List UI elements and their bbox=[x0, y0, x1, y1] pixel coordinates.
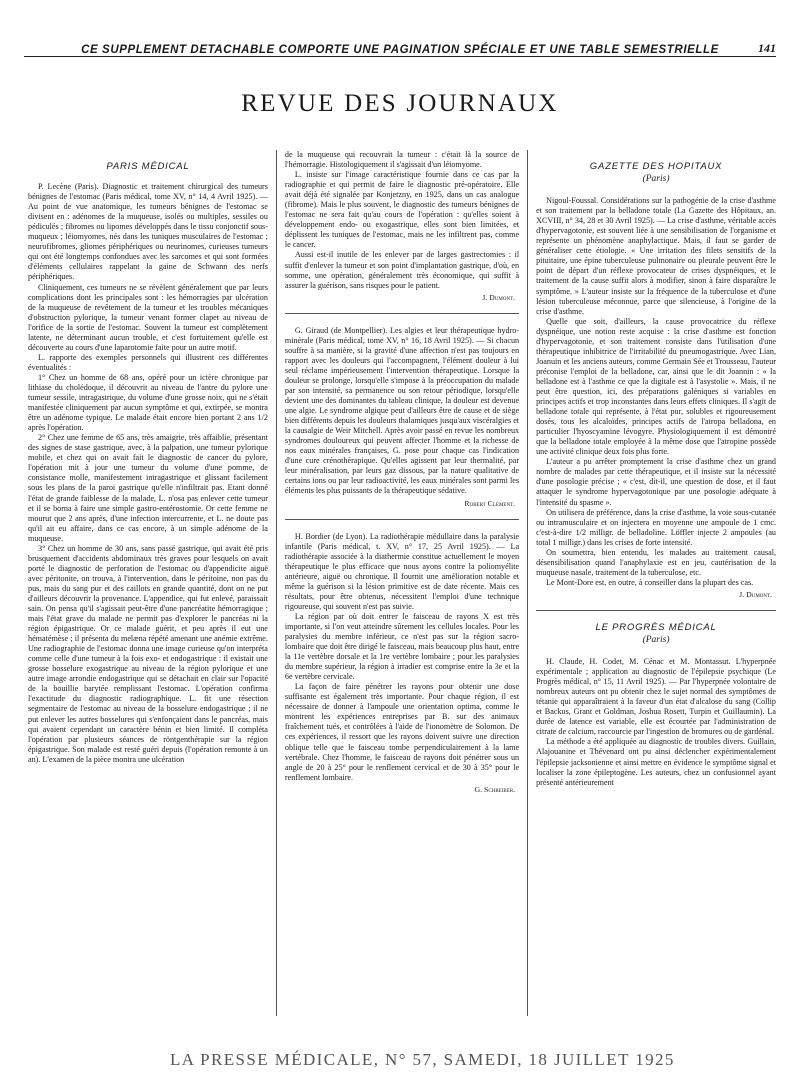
article-signature: G. Schreiber. bbox=[474, 784, 516, 794]
column-left bbox=[28, 150, 276, 1016]
paragraph: On utilisera de préférence, dans la crise d'asthme, la voie sous-cutanée ou intramusculaire et on injectera en moyenne une ampoule de 1 cmc. c'est-à-dire 1/2 milligr. de belladoline. Löffler injecte 2 ampoules (au total 1 milligr.) dans les crises de forte intensité. bbox=[536, 507, 776, 547]
paragraph: L. rapporte des exemples personnels qui illustrent ces différentes éventualités : bbox=[28, 352, 268, 372]
article-separator bbox=[285, 519, 519, 520]
journal-heading: GAZETTE DES HOPITAUX bbox=[589, 161, 723, 172]
paragraph: La façon de faire pénétrer les rayons pour obtenir une dose suffisante est également très importante. Pour chaque région, il est nécessaire de donner à l'ampoule une orientation optima, comme le montrent les expériences entreprises par B. sur des animaux fraîchement tués, et contrôlées à l'aide de l'ionomètre de Solomon. De ces expériences, il ressort que les rayons doivent suivre une direction oblique telle que le faisceau tombe perpendiculairement à la lame vertébrale. Chez l'homme, le faisceau de rayons doit pénétrer sous un angle de 20 à 25° pour le renflement cervical et de 30 à 35° pour le renflement lombaire. bbox=[284, 682, 520, 782]
paragraph: Quelle que soit, d'ailleurs, la cause provocatrice du réflexe dyspnéique, une notion reste acquise : la crise d'asthme est fonction d'hypervagotonie, et son traitement consiste dans l'utilisation d'une thérapeutique inhibitrice de l'irritabilité du pneumogastrique. Avec Lian, Joanuin et les anciens auteurs, comme Germain Sée et Trousseau, l'auteur préconise l'emploi de la belladone, car, ainsi que le dit Joannin : « la belladone est à l'asthme ce que la digitale est à l'asystolie ». Mais, il ne peut être question, ici, des préparations galéniques si variables en principes actifs et trop inconstantes dans leurs effets cliniques. Il s'agit de belladone totale qui représente, à l'état pur, solubles et rigoureusement dosés, tous les alcaloïdes, principes actifs de l'atropa belladona, en particulier l'hyoscyamine lévogyre. Physiologiquement il est démontré que la belladone totale employée à la même dose que l'atropine possède une activité clinique deux fois plus forte. bbox=[536, 316, 776, 457]
article-signature: J. Dumont. bbox=[482, 292, 516, 302]
page-number: 141 bbox=[758, 41, 776, 55]
paragraph: Aussi est-il inutile de les enlever par de larges gastrectomies : il suffit d'enlever la tumeur et son point d'implantation gastrique, d'où, en somme, une opération, généralement très économique, qui suffit à assurer la guérison, sans risques pour le patient. bbox=[284, 250, 520, 290]
paragraph: L'auteur a pu arrêter promptement la crise d'asthme chez un grand nombre de malades par cette thérapeutique, et il insiste sur la nécessité d'une posologie précise ; « c'est, dit-il, une question de dose, et il faut attaquer le syndrome hypervagotonique par une posologie adéquate à l'intensité du spasme ». bbox=[536, 457, 776, 507]
journal-heading: PARIS MÉDICAL bbox=[106, 161, 190, 172]
paragraph: On soumettra, bien entendu, les malades au traitement causal, désensibilisation quand l'anaphylaxie est en jeu, cautérisation de la muqueuse nasale, traitement de la tuberculose, etc. bbox=[536, 547, 776, 577]
paragraph: La méthode a été appliquée au diagnostic de troubles divers. Guillain, Alajouanine et Thévenard ont pu ainsi déclencher expérimentalement l'épilepsie jacksonienne et ainsi mettre en évidence le symptôme signal et localiser la zone épileptogène. Les auteurs, chez un confusionnel ayant présenté antérieurement bbox=[536, 737, 776, 787]
article-separator bbox=[536, 610, 776, 611]
journal-city: (Paris) bbox=[642, 635, 670, 646]
article-separator bbox=[285, 313, 519, 314]
journal-city: (Paris) bbox=[642, 174, 670, 185]
paragraph: La région par où doit entrer le faisceau de rayons X est très importante, si l'on veut atteindre sûrement les cellules locales. Pour les paralysies du membre inférieur, ce n'est pas sur la région sacro-lombaire que doit être dirigé le faisceau, mais beaucoup plus haut, entre la 11e vertèbre dorsale et la 1re vertèbre lombaire ; pour les paralysies du membre supérieur, la région à irradier est comprise entre la 3e et la 6e vertèbre cervicale. bbox=[284, 611, 520, 682]
paragraph: H. Claude, H. Codet, M. Cénac et M. Montassut. L'hyperpnée expérimentale ; application au diagnostic de l'épilepsie psychique (Le Progrès médical, n° 15, 11 Avril 1925). — Par l'hyperpnée volontaire de nombreux auteurs ont pu obtenir chez le sujet normal des symptômes de tétanie qui apparaîtraient à la faveur d'un état d'alcalose du sang (Collip et Backus, Grant et Goldman, Joshua Rosett, Turpin et Guillaumin). La durée de latence est variable, elle est écourtée par l'administration de citrate de calcium, raccourcie par l'ingestion de bromures ou de gardénal. bbox=[536, 657, 776, 737]
running-head-text: CE SUPPLEMENT DETACHABLE COMPORTE UNE PAGINATION SPÉCIALE ET UNE TABLE SEMESTRIELLE bbox=[81, 44, 719, 56]
paragraph: Le Mont-Dore est, en outre, à conseiller dans la plupart des cas. bbox=[546, 577, 754, 587]
page-title: REVUE DES JOURNAUX bbox=[241, 90, 559, 117]
running-head bbox=[24, 38, 776, 57]
paragraph: P. Lecène (Paris). Diagnostic et traitement chirurgical des tumeurs bénignes de l'estomac (Paris médical, tome XV, n° 14, 4 Avril 1925). — Au point de vue anatomique, les tumeurs bénignes de l'estomac se divisent en : adénomes de la muqueuse, isolés ou multiples, sessiles ou pédiculés ; fibromes ou lipomes développés dans le tissu conjonctif sous-muqueux ; léiomyomes, nés dans les tuniques musculaires de l'estomac ; neurofibromes, gliomes périphériques ou neurinomes, curieuses tumeurs qui ont été longtemps confondues avec les sarcomes et qui sont formées d'éléments cellulaires rappelant la gaine de Schwann des nerfs périphériques. bbox=[28, 182, 268, 282]
paragraph: L. insiste sur l'image caractéristique fournie dans ce cas par la radiographie et qui permit de faire le diagnostic pré-opératoire. Elle avait déjà été signalée par Konjetzny, en 1925, dans un cas analogue (fibrome). Mais le plus souvent, le diagnostic des tumeurs bénignes de l'estomac ne sera fait qu'au cours de l'opération : qu'elles soient à développement endo- ou exogastrique, elles sont bien limitées, et déplissent les tuniques de l'estomac, mais ne les infiltrent pas, comme le cancer. bbox=[284, 170, 520, 250]
article-signature: Robert Clément. bbox=[464, 498, 516, 508]
columns bbox=[28, 150, 776, 1016]
page-footer: LA PRESSE MÉDICALE, N° 57, SAMEDI, 18 JUILLET 1925 bbox=[170, 1050, 675, 1069]
column-middle bbox=[276, 150, 528, 1016]
journal-heading: LE PROGRÈS MÉDICAL bbox=[595, 621, 717, 633]
paragraph: 2° Chez une femme de 65 ans, très amaigrie, très affaiblie, présentant des signes de stase gastrique, avec, à la palpation, une tumeur pylorique mobile, et chez qui on avait fait le diagnostic de cancer du pylore, l'opération mit à jour une tumeur du volume d'une pomme, de consistance molle, manifestement intragastrique et glissant facilement sous les plans de la paroi gastrique qu'elle n'infiltrait pas. Etant donné l'état de grande faiblesse de la malade, L. n'osa pas enlever cette tumeur et il se borna à faire une simple gastro-entérostomie. Or cette femme ne mourut que 2 ans après, d'une infection intercurrente, et L. ne doute pas qu'il ait eu affaire, dans ce cas encore, à un simple adénome de la muqueuse. bbox=[28, 433, 268, 543]
paragraph: G. Giraud (de Montpellier). Les algies et leur thérapeutique hydro-minérale (Paris médical, tome XV, n° 16, 18 Avril 1925). — Si chacun souffre à sa manière, si la gravité d'une affection n'est pas toujours en rapport avec les douleurs qui l'accompagnent, l'élément douleur à lui seul réclame impérieusement l'intervention thérapeutique. Lorsque la douleur se prolonge, lorsqu'elle s'impose à la préoccupation du malade par son intensité, sa permanence ou son retour périodique, lorsqu'elle devient une des dominantes du tableau clinique, la douleur est devenue une algie. Le syndrome algique peut d'ailleurs être de cause et de siège bien différents depuis les douleurs thalamiques jusqu'aux viscéralgies et la causalgie de Weir Mitchell. Après avoir passé en revue les nombreux syndromes douloureux qui peuvent affecter l'homme et la richesse de nos eaux minérales françaises, G. pose pour chaque cas l'indication d'une cure crénothérapique. Qu'elles agissent par leur thermalité, par leur minéralisation, par leurs gaz dissous, par la nature qualitative de certains ions ou par leur radioactivité, les eaux minérales sont parmi les éléments les plus puissants de la thérapeutique sédative. bbox=[284, 325, 520, 496]
article-signature: J. Dumont. bbox=[739, 589, 772, 599]
paragraph: 3° Chez un homme de 30 ans, sans passé gastrique, qui avait été pris brusquement d'accidents abdominaux très graves pour lesquels on avait porté le diagnostic de perforation de l'estomac ou d'appendicite aiguë avec péritonite, on trouva, à l'intervention, dans le péritoine, non pas du pus, mais du sang pur et des caillots en grande quantité, dont on ne put d'ailleurs découvrir la provenance. L'appendice, qui fut enlevé, paraissait sain. On pensa qu'il s'agissait peut-être d'une pancréatite hémorragique ; mais l'état grave du malade ne permit pas d'explorer le pancréas ni la région épigastrique. Or ce malade guérit, et peu après il eut une hématémèse ; il présenta du melæna répété amenant une anémie extrême. Une radiographie de l'estomac donna une image curieuse qu'on interpréta comme celle d'une tumeur à la fois exo- et endogastrique : il existait une grosse bosselure exogastrique au niveau de la région pylorique et une autre image arrondie endogastrique qui se détachait en clair sur l'opacité de la bouillie barytée remplissant l'estomac. L'opération confirma l'exactitude du diagnostic radiographique. L. fit une résection segmentaire de l'estomac au niveau de la bosselure endogastrique ; il ne put enlever les autres bosselures qui s'enfonçaient dans le pancréas, mais qui avaient cependant un caractère bénin et bien limité. Il compléta l'opération par plusieurs séances de röntgenthérapie sur la région épigastrique. Son malade est resté guéri depuis (l'opération remonte à un an). L'examen de la pièce montra une ulcération bbox=[28, 543, 268, 764]
paragraph: 1° Chez un homme de 68 ans, opéré pour un ictère chronique par lithiase du cholédoque, il découvrit au niveau de l'antre du pylore une tumeur sessile, intragastrique, du volume d'une grosse noix, qui ne s'était manifestée cliniquement par aucun symptôme et qui, extirpée, se montra être un adénome typique. Le malade était encore bien portant 2 ans 1/2 après l'opération. bbox=[28, 372, 268, 433]
column-right bbox=[528, 150, 776, 1016]
paragraph: Cliniquement, ces tumeurs ne se révèlent généralement que par leurs complications dont les principales sont : les hémorragies par ulcération de la muqueuse de revêtement de la tumeur et les troubles mécaniques d'obstruction pylorique, la tumeur venant former clapet au niveau de l'orifice de la sortie de l'estomac. Souvent la tumeur est complètement latente, ne déterminant aucun trouble, et c'est fortuitement qu'elle est découverte au cours d'une laparotomie faite pour un autre motif. bbox=[28, 282, 268, 352]
paragraph: de la muqueuse qui recouvrait la tumeur : c'était là la source de l'hémorragie. Histologiquement il s'agissait d'un léiomyome. bbox=[284, 150, 520, 170]
paragraph: H. Bordier (de Lyon). La radiothérapie médullaire dans la paralysie infantile (Paris médical, t. XV, n° 17, 25 Avril 1925). — La radiothérapie associée à la diathermie constitue actuellement le moyen thérapeutique le plus efficace que nous ayons contre la poliomyélite antérieure, aiguë ou chronique. Il fournit une amélioration notable et même la guérison si la lésion primitive est de date récente. Mais ces résultats, pour être obtenus, nécessitent l'emploi d'une technique rigoureuse, qui souvent n'est pas suivie. bbox=[284, 531, 520, 611]
paragraph: Nigoul-Foussal. Considérations sur la pathogénie de la crise d'asthme et son traitement par la belladone totale (La Gazette des Hôpitaux, an. XCVIII, n° 34, 28 et 30 Avril 1925). — La crise d'asthme, véritable accès d'hypervagotonie, est souvent liée à une sensibilisation de l'organisme et représente un phénomène anaphylactique. Mais, il faut se garder de généraliser cette étiologie. « Une irritation des filets sensitifs de la pituitaire, une épine tuberculeuse pulmonaire ou pleurale peuvent être le point de départ d'un réflexe provocateur de crises dyspnéiques, et le traitement de la cause suffit alors à modifier, sinon à faire disparaître le symptôme. » L'auteur insiste sur la fréquence de la tuberculose et d'une lésion tuberculeuse méconnue, parce que silencieuse, à l'origine de la crise d'asthme. bbox=[536, 196, 776, 316]
